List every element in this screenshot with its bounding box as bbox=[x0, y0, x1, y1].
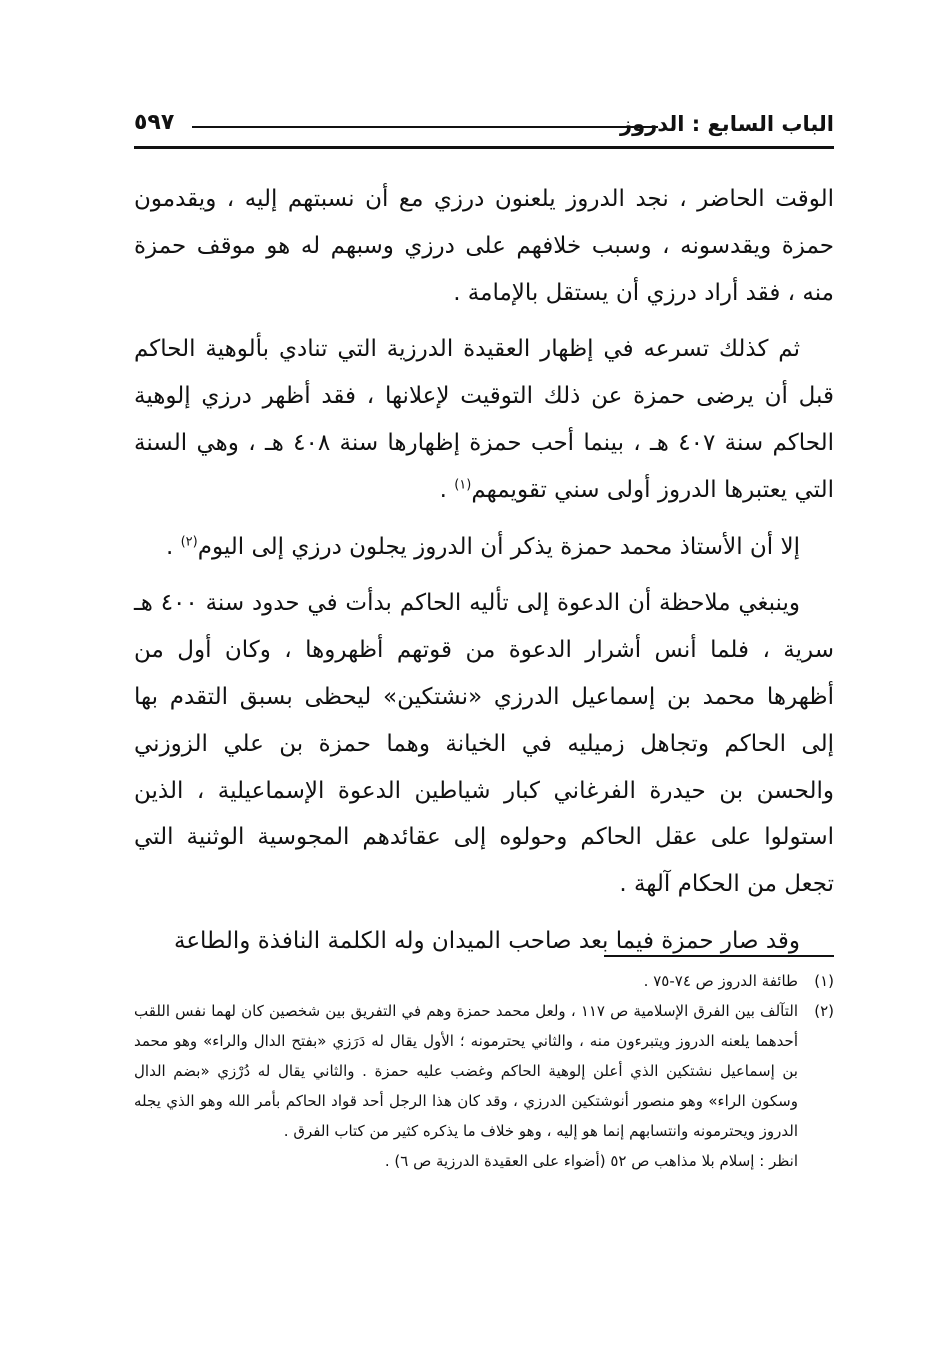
footnote-number: (٢) bbox=[814, 1002, 834, 1020]
footnote-divider bbox=[604, 955, 834, 957]
footnote-text: طائفة الدروز ص ٧٤-٧٥ . bbox=[643, 972, 798, 990]
footnote-number: (١) bbox=[814, 972, 834, 990]
footnote-reference-line: انظر : إسلام بلا مذاهب ص ٥٢ (أضواء على العقيدة الدرزية ص ٦) . bbox=[384, 1152, 798, 1170]
chapter-title: الباب السابع : الدروز bbox=[620, 112, 834, 136]
paragraph bbox=[134, 176, 834, 316]
paragraph-text: ثم كذلك تسرعه في إظهار العقيدة الدرزية التي تنادي بألوهية الحاكم قبل أن يرضى حمزة عن ذلك التوقيت لإعلانها ، فقد أظهر درزي إلوهية الحاكم سنة ٤٠٧ هـ ، بينما أحب حمزة إظهارها سنة ٤٠٨ هـ ، وهي السنة التي يعتبرها الدروز أولى سني تقويمهم bbox=[134, 336, 834, 503]
paragraph-tail: . bbox=[165, 533, 181, 560]
footnotes bbox=[134, 966, 834, 1176]
footnote bbox=[134, 966, 834, 996]
paragraph-text: وقد صار حمزة فيما بعد صاحب الميدان وله الكلمة النافذة والطاعة bbox=[173, 927, 800, 954]
page-number: ٥٩٧ bbox=[134, 110, 175, 135]
paragraph bbox=[134, 524, 834, 571]
header-line bbox=[192, 126, 658, 128]
paragraph bbox=[134, 326, 834, 513]
paragraph-text: الوقت الحاضر ، نجد الدروز يلعنون درزي مع أن نسبتهم إليه ، ويقدمون حمزة ويقدسونه ، وسبب خلافهم على درزي وسبهم له هو موقف حمزة منه ، فقد أراد درزي أن يستقل بالإمامة . bbox=[134, 186, 834, 306]
body-text bbox=[134, 176, 834, 975]
footnote-ref: (١) bbox=[454, 477, 472, 493]
paragraph-text: وينبغي ملاحظة أن الدعوة إلى تأليه الحاكم بدأت في حدود سنة ٤٠٠ هـ سرية ، فلما أنس أشرار الدعوة من قوتهم أظهروها ، وكان أول من أظهرها محمد بن إسماعيل الدرزي «نشتكين» ليحظى بسبق التقدم بها إلى الحاكم وتجاهل زميليه في الخيانة وهما حمزة بن علي الزوزني والحسن بن حيدرة الفرغاني كبار شياطين الدعوة الإسماعيلية ، الذين استولوا على عقل الحاكم وحولوه إلى عقائدهم المجوسية الوثنية التي تجعل من الحكام آلهة . bbox=[134, 590, 834, 898]
footnote-text: التآلف بين الفرق الإسلامية ص ١١٧ ، ولعل محمد حمزة وهم في التفريق بين شخصين كان لهما نفس اللقب أحدهما يلعنه الدروز ويتبرءون منه ، والثاني يحترمونه ؛ الأول يقال له دَرَزي «بفتح الدال والراء» وهو محمد بن إسماعيل نشتكين الذي أعلن إلوهية الحاكم وغضب عليه حمزة . والثاني يقال له دُرْزي «بضم الدال وسكون الراء» وهو منصور أنوشتكين الدرزي ، وقد كان هذا الرجل أحد قواد الحاكم بأمر الله وهو الذي يجله الدروز ويحترمونه وانتسابهم إنما هو إليه ، وهو خلاف ما يذكره كثير من كتاب الفرق . bbox=[134, 1002, 798, 1140]
header-divider bbox=[134, 146, 834, 149]
paragraph-tail: . bbox=[439, 476, 455, 503]
footnote-ref: (٢) bbox=[180, 533, 198, 549]
paragraph bbox=[134, 918, 834, 965]
paragraph bbox=[134, 580, 834, 908]
footnote bbox=[134, 996, 834, 1146]
page-header bbox=[134, 104, 834, 146]
paragraph-text: إلا أن الأستاذ محمد حمزة يذكر أن الدروز يجلون درزي إلى اليوم bbox=[197, 533, 800, 560]
